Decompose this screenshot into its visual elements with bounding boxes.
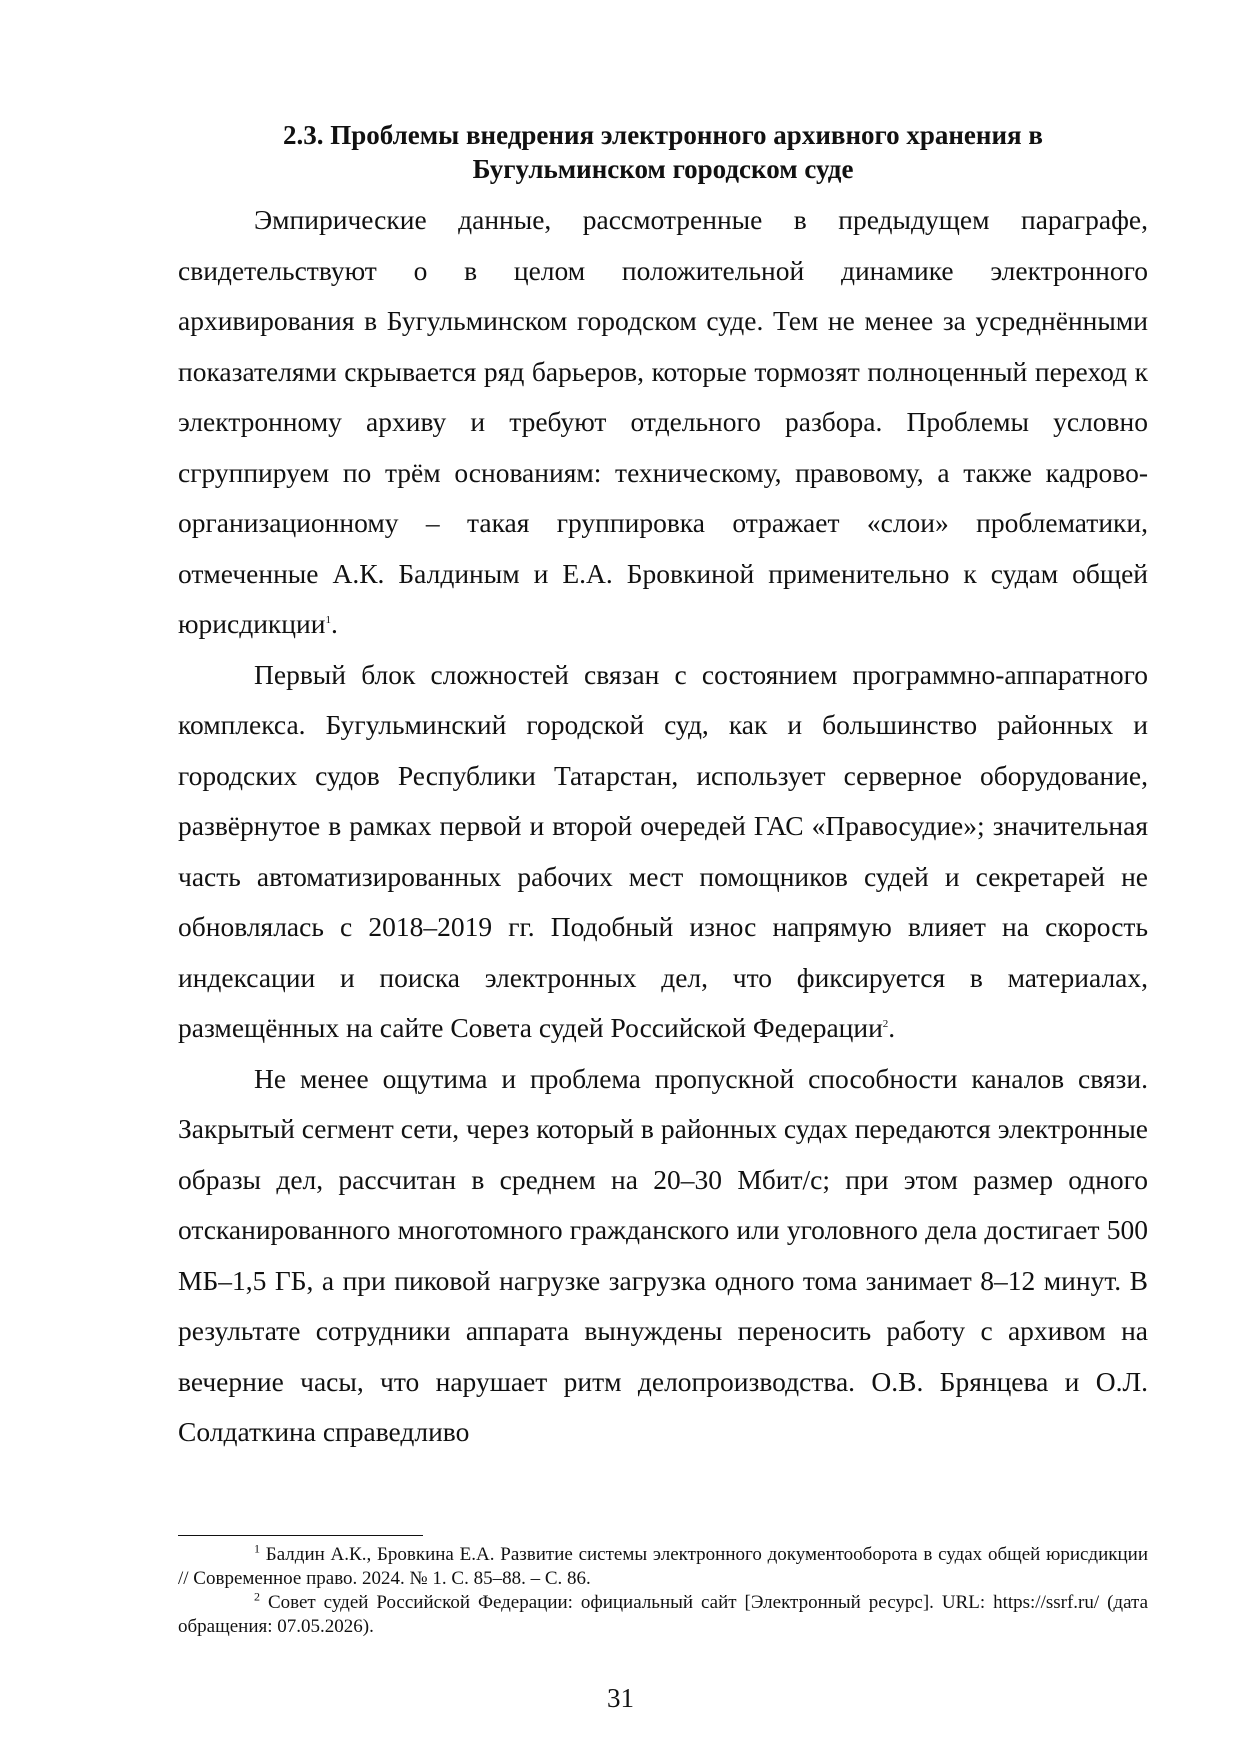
footnote-2-number: 2 xyxy=(254,1589,260,1604)
footnote-2-text: Совет судей Российской Федерации: официальный сайт [Электронный ресурс]. URL: https://ssrf.ru/ (дата обращения: 07.05.2026). xyxy=(178,1592,1149,1637)
paragraph-2-end: . xyxy=(888,1012,896,1043)
paragraph-1 xyxy=(178,195,1148,650)
paragraph-3 xyxy=(178,1054,1148,1458)
section-heading-line-1: 2.3. Проблемы внедрения электронного архивного хранения в xyxy=(283,120,1043,150)
footnote-ref-2[interactable]: 2 xyxy=(882,1017,889,1030)
paragraph-2-text: Первый блок сложностей связан с состоянием программно-аппаратного комплекса. Бугульминский городской суд, как и большинство районных и городских судов Республики Татарстан, использует серверное оборудование, развёрнутое в рамках первой и второй очередей ГАС «Правосудие»; значительная часть автоматизированных рабочих мест помощников судей и секретарей не обновлялась с 2018–2019 гг. Подобный износ напрямую влияет на скорость индексации и поиска электронных дел, что фиксируется в материалах, размещённых на сайте Совета судей Российской Федерации xyxy=(178,658,1148,1043)
footnote-1-number: 1 xyxy=(254,1541,260,1556)
footnote-1 xyxy=(178,1543,1148,1591)
paragraph-1-text: Эмпирические данные, рассмотренные в предыдущем параграфе, свидетельствуют о в целом положительной динамике электронного архивирования в Бугульминском городском суде. Тем не менее за усреднёнными показателями скрывается ряд барьеров, которые тормозят полноценный переход к электронному архиву и требуют отдельного разбора. Проблемы условно сгруппируем по трём основаниям: техническому, правовому, а также кадрово-организационному – такая группировка отражает «слои» проблематики, отмеченные А.К. Балдиным и Е.А. Бровкиной применительно к судам общей юрисдикции xyxy=(178,204,1148,639)
footnotes xyxy=(178,1543,1148,1639)
footnote-2 xyxy=(178,1591,1148,1639)
paragraph-2 xyxy=(178,650,1148,1054)
paragraph-1-end: . xyxy=(330,608,338,639)
footnote-separator xyxy=(178,1535,423,1536)
page-number: 31 xyxy=(607,1683,634,1713)
section-heading-line-2: Бугульминском городском суде xyxy=(472,154,854,184)
footnote-1-text: Балдин А.К., Бровкина Е.А. Развитие системы электронного документооборота в судах общей юрисдикции // Современное право. 2024. № 1. С. 85–88. – С. 86. xyxy=(178,1544,1148,1589)
footnote-ref-1[interactable]: 1 xyxy=(325,613,331,626)
body-text xyxy=(178,195,1148,1458)
paragraph-3-text: Не менее ощутима и проблема пропускной способности каналов связи. Закрытый сегмент сети, через который в районных судах передаются электронные образы дел, рассчитан в среднем на 20–30 Мбит/с; при этом размер одного отсканированного многотомного гражданского или уголовного дела достигает 500 МБ–1,5 ГБ, а при пиковой нагрузке загрузка одного тома занимает 8–12 минут. В результате сотрудники аппарата вынуждены переносить работу с архивом на вечерние часы, что нарушает ритм делопроизводства. О.В. Брянцева и О.Л. Солдаткина справедливо xyxy=(178,1062,1148,1447)
section-heading xyxy=(178,118,1148,186)
